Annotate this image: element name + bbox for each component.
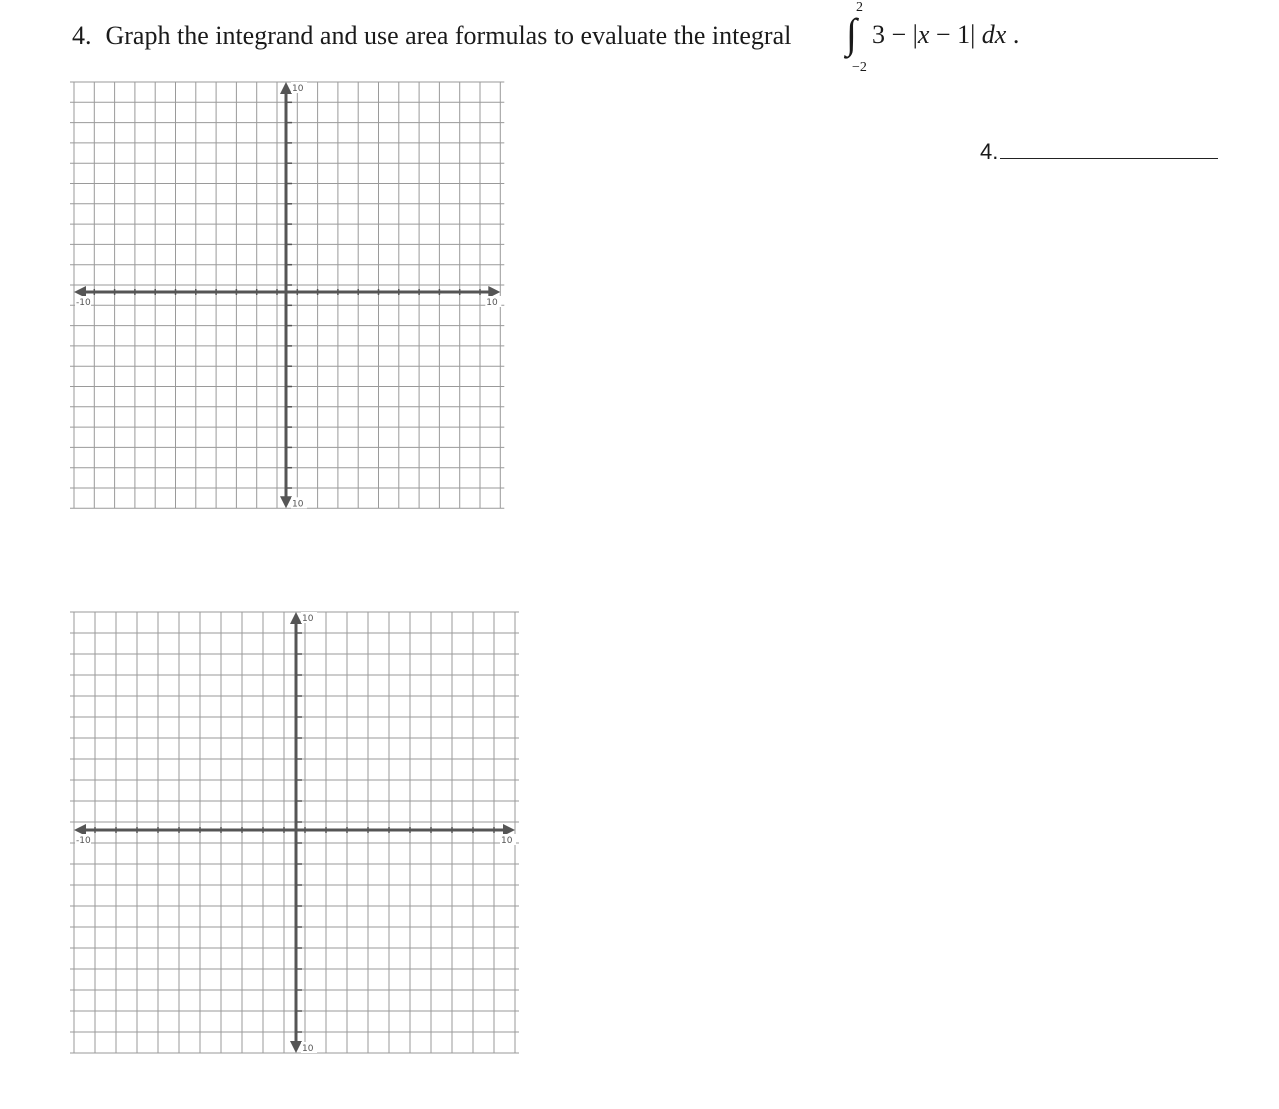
- answer-label: 4.: [980, 139, 999, 164]
- answer-blank: [980, 138, 1218, 165]
- integrand-suffix: − 1|: [929, 20, 982, 49]
- y-axis-down-arrow-icon: [290, 1041, 302, 1053]
- x-min-label: -10: [76, 298, 91, 308]
- answer-line[interactable]: [1000, 138, 1218, 159]
- integral-expression: [846, 0, 1020, 80]
- y-min-label: 10: [292, 499, 304, 510]
- integral-end: .: [1006, 20, 1020, 49]
- y-axis-down-arrow-icon: [280, 496, 292, 508]
- differential: dx: [981, 20, 1007, 49]
- coordinate-grid-1[interactable]: [66, 76, 506, 510]
- problem-text: Graph the integrand and use area formulas to evaluate the integral: [105, 21, 792, 50]
- x-max-label: 10: [486, 298, 498, 308]
- x-min-label: -10: [76, 836, 91, 846]
- problem-statement: [72, 16, 791, 56]
- coordinate-grid-2[interactable]: [66, 606, 522, 1056]
- integral-sign: ∫: [846, 9, 857, 58]
- x-max-label: 10: [501, 836, 513, 846]
- integral-lower-limit: −2: [852, 60, 867, 75]
- integrand-variable: x: [917, 20, 930, 49]
- y-axis-up-arrow-icon: [280, 82, 292, 94]
- y-max-label: 10: [302, 614, 314, 624]
- integrand: [872, 20, 1019, 50]
- problem-number: 4.: [72, 21, 92, 50]
- integral-upper-limit: 2: [856, 0, 863, 15]
- y-axis-up-arrow-icon: [290, 612, 302, 624]
- integrand-prefix: 3 − |: [872, 20, 918, 49]
- y-max-label: 10: [292, 84, 304, 94]
- y-min-label: 10: [302, 1044, 314, 1054]
